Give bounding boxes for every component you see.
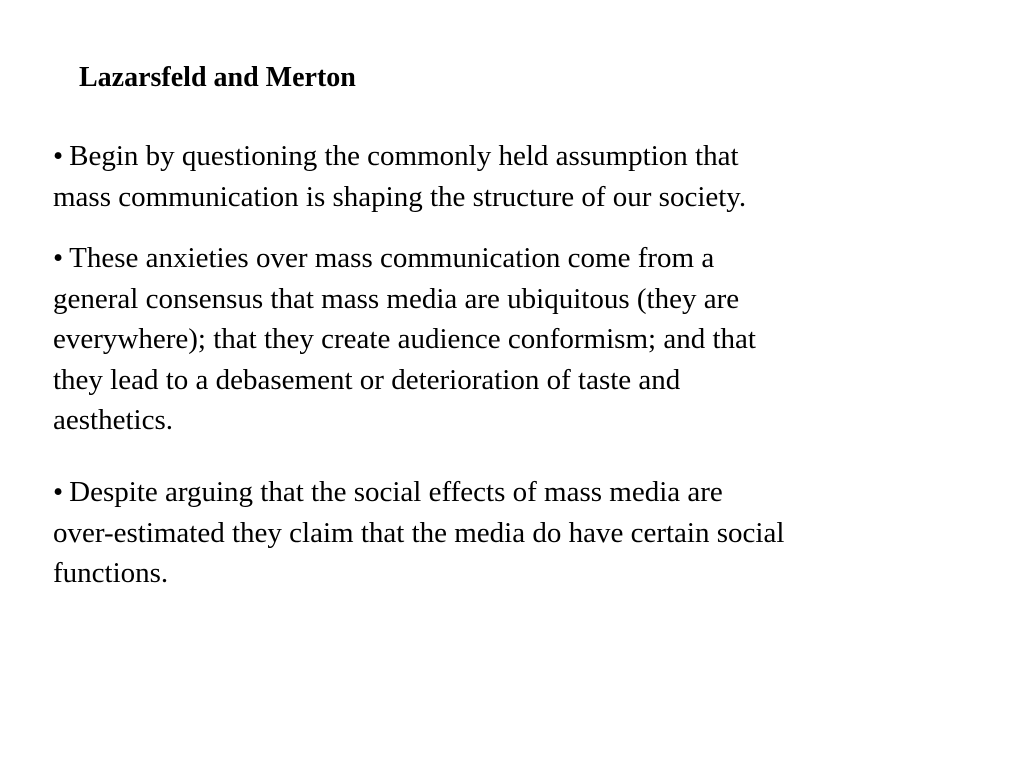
- bullet-point-1: [53, 136, 883, 217]
- bullet-2-line-4: they lead to a debasement or deterioration of taste and: [53, 363, 681, 396]
- bullet-marker: •: [53, 242, 64, 274]
- bullet-marker: •: [53, 140, 64, 172]
- slide-title: Lazarsfeld and Merton: [79, 62, 356, 93]
- bullet-3-line-1: Despite arguing that the social effects of mass media are: [69, 476, 723, 508]
- bullet-marker: •: [53, 476, 64, 508]
- bullet-3-line-3: functions.: [53, 557, 169, 589]
- bullet-2-line-2: general consensus that mass media are ubiquitous (they are: [53, 282, 740, 315]
- bullet-3-line-2: over-estimated they claim that the media do have certain social: [53, 516, 785, 549]
- bullet-1-line-2: mass communication is shaping the structure of our society.: [53, 180, 747, 213]
- bullet-2-line-5: aesthetics.: [53, 404, 173, 436]
- bullet-1-line-1: Begin by questioning the commonly held assumption that: [69, 140, 739, 172]
- bullet-2-line-3: everywhere); that they create audience conformism; and that: [53, 323, 756, 355]
- bullet-point-3: [53, 472, 933, 594]
- bullet-2-line-1: These anxieties over mass communication come from a: [69, 242, 715, 274]
- bullet-point-2: [53, 238, 893, 441]
